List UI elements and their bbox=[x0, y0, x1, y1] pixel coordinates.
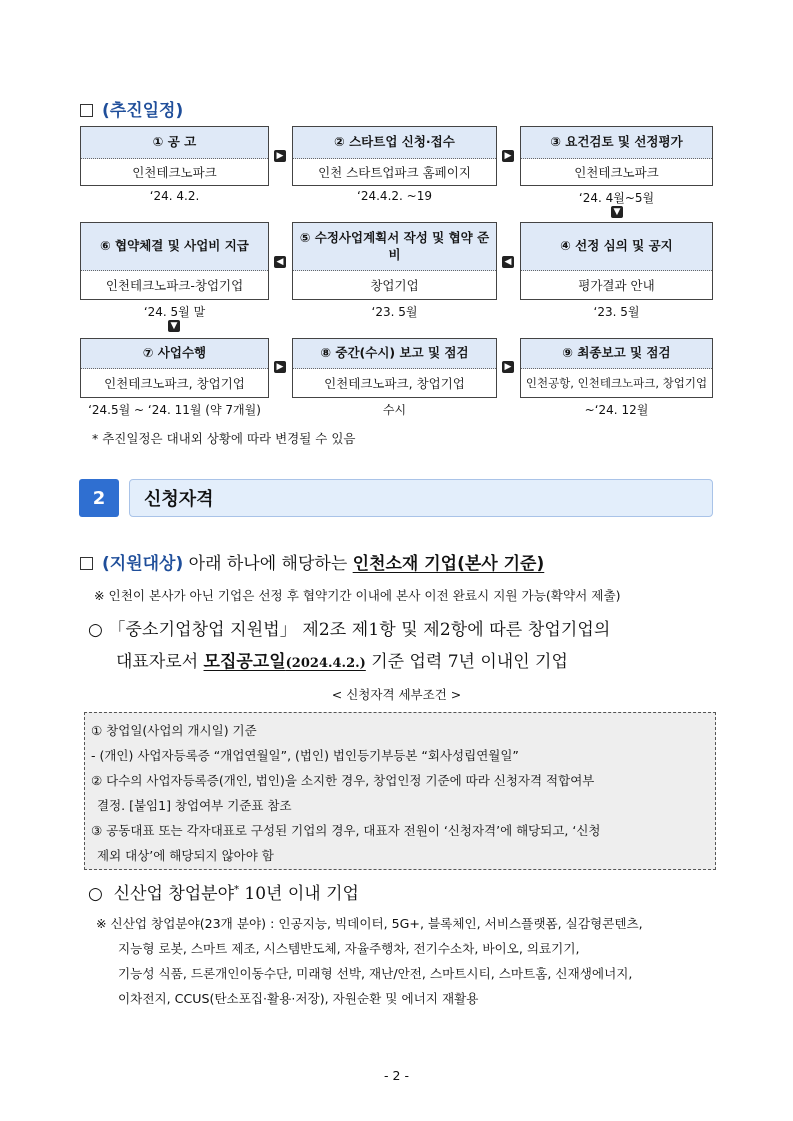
step-1-box bbox=[80, 126, 269, 186]
step-title: ⑤ 수정사업계획서 작성 및 협약 준비 bbox=[293, 223, 496, 271]
step-date: ‘24.4.2. ~19 bbox=[357, 189, 432, 203]
step-date: ‘23. 5월 bbox=[593, 305, 640, 319]
step-body: 인천테크노파크, 창업기업 bbox=[81, 369, 268, 397]
industry-note-line: ※ 신산업 창업분야(23개 분야) : 인공지능, 빅데이터, 5G+, 블록체인, 서비스플랫폼, 실감형콘텐츠, bbox=[96, 916, 643, 931]
step-title: ⑦ 사업수행 bbox=[81, 339, 268, 369]
condition-line: ① 창업일(사업의 개시일) 기준 bbox=[91, 723, 257, 738]
step-2-box bbox=[292, 126, 497, 186]
section-number: 2 bbox=[79, 479, 119, 517]
support-target-line: (지원대상) 아래 하나에 해당하는 인천소재 기업(본사 기준) bbox=[80, 549, 544, 574]
schedule-note: * 추진일정은 대내외 상황에 따라 변경될 수 있음 bbox=[92, 431, 356, 446]
step-3-box bbox=[520, 126, 713, 186]
left-arrow-icon: ◀ bbox=[274, 256, 286, 268]
criterion-1-line1: ○ 「중소기업창업 지원법」 제2조 제1항 및 제2항에 따른 창업기업의 bbox=[88, 620, 611, 640]
down-arrow-icon: ▼ bbox=[168, 320, 180, 332]
step-title: ① 공 고 bbox=[81, 127, 268, 159]
industry-note-line: 기능성 식품, 드론개인이동수단, 미래형 선박, 재난/안전, 스마트시티, 스마트홈, 신재생에너지, bbox=[118, 966, 633, 981]
step-title: ⑧ 중간(수시) 보고 및 점검 bbox=[293, 339, 496, 369]
industry-note-line: 이차전지, CCUS(탄소포집·활용·저장), 자원순환 및 에너지 재활용 bbox=[118, 991, 479, 1006]
step-body: 인천 스타트업파크 홈페이지 bbox=[293, 159, 496, 185]
right-arrow-icon: ▶ bbox=[274, 150, 286, 162]
right-arrow-icon: ▶ bbox=[502, 150, 514, 162]
support-note: ※ 인천이 본사가 아닌 기업은 선정 후 협약기간 이내에 본사 이전 완료시 지원 가능(확약서 제출) bbox=[94, 588, 621, 603]
condition-line: ③ 공동대표 또는 각자대표로 구성된 기업의 경우, 대표자 전원이 ‘신청자격’에 해당되고, ‘신청 bbox=[91, 823, 601, 838]
step-body: 인천테크노파크, 창업기업 bbox=[293, 369, 496, 397]
step-date: ‘24. 5월 말 bbox=[143, 305, 206, 319]
condition-line: ② 다수의 사업자등록증(개인, 법인)을 소지한 경우, 창업인정 기준에 따라 신청자격 적합여부 bbox=[91, 773, 595, 788]
step-date: ‘24. 4.2. bbox=[149, 189, 200, 203]
step-title: ③ 요건검토 및 선정평가 bbox=[521, 127, 712, 159]
step-body: 인천테크노파크-창업기업 bbox=[81, 271, 268, 299]
step-date: ‘24.5월 ~ ‘24. 11월 (약 7개월) bbox=[88, 403, 261, 417]
step-body: 평가결과 안내 bbox=[521, 271, 712, 299]
support-emphasis: 인천소재 기업(본사 기준) bbox=[352, 554, 545, 574]
section-title-banner bbox=[129, 479, 713, 517]
left-arrow-icon: ◀ bbox=[502, 256, 514, 268]
checkbox-square-icon bbox=[80, 104, 93, 117]
step-body: 인천공항, 인천테크노파크, 창업기업 bbox=[521, 369, 712, 397]
step-body: 인천테크노파크 bbox=[521, 159, 712, 185]
step-body: 인천테크노파크 bbox=[81, 159, 268, 185]
detail-caption: < 신청자격 세부조건 > bbox=[331, 687, 462, 702]
schedule-heading: (추진일정) bbox=[80, 96, 183, 121]
condition-line: - (개인) 사업자등록증 “개업연월일”, (법인) 법인등기부등본 “회사성립연월일” bbox=[91, 748, 519, 763]
step-date: ‘23. 5월 bbox=[371, 305, 418, 319]
step-9-box bbox=[520, 338, 713, 398]
condition-line: 제외 대상’에 해당되지 않아야 함 bbox=[97, 848, 274, 863]
step-date: ~‘24. 12월 bbox=[584, 403, 649, 417]
step-date: 수시 bbox=[382, 403, 407, 417]
conditions-box bbox=[84, 712, 716, 870]
step-5-box bbox=[292, 222, 497, 300]
step-4-box bbox=[520, 222, 713, 300]
step-title: ② 스타트업 신청·접수 bbox=[293, 127, 496, 159]
step-title: ④ 선정 심의 및 공지 bbox=[521, 223, 712, 271]
criterion-1-line2: 대표자로서 모집공고일(2024.4.2.) 기준 업력 7년 이내인 기업 bbox=[116, 652, 568, 672]
industry-note-line: 지능형 로봇, 스마트 제조, 시스템반도체, 자율주행차, 전기수소차, 바이오, 의료기기, bbox=[118, 941, 580, 956]
step-date: ‘24. 4월~5월 bbox=[578, 191, 655, 205]
checkbox-square-icon bbox=[80, 557, 93, 570]
section-title: 신청자격 bbox=[144, 489, 214, 510]
page-number: - 2 - bbox=[384, 1068, 409, 1083]
down-arrow-icon: ▼ bbox=[611, 206, 623, 218]
right-arrow-icon: ▶ bbox=[502, 361, 514, 373]
condition-line: 결정. [붙임1] 창업여부 기준표 참조 bbox=[97, 798, 292, 813]
step-8-box bbox=[292, 338, 497, 398]
step-body: 창업기업 bbox=[293, 271, 496, 299]
step-6-box bbox=[80, 222, 269, 300]
step-title: ⑥ 협약체결 및 사업비 지급 bbox=[81, 223, 268, 271]
step-title: ⑨ 최종보고 및 점검 bbox=[521, 339, 712, 369]
right-arrow-icon: ▶ bbox=[274, 361, 286, 373]
criterion-2: ○ 신산업 창업분야* 10년 이내 기업 bbox=[88, 884, 359, 904]
step-7-box bbox=[80, 338, 269, 398]
